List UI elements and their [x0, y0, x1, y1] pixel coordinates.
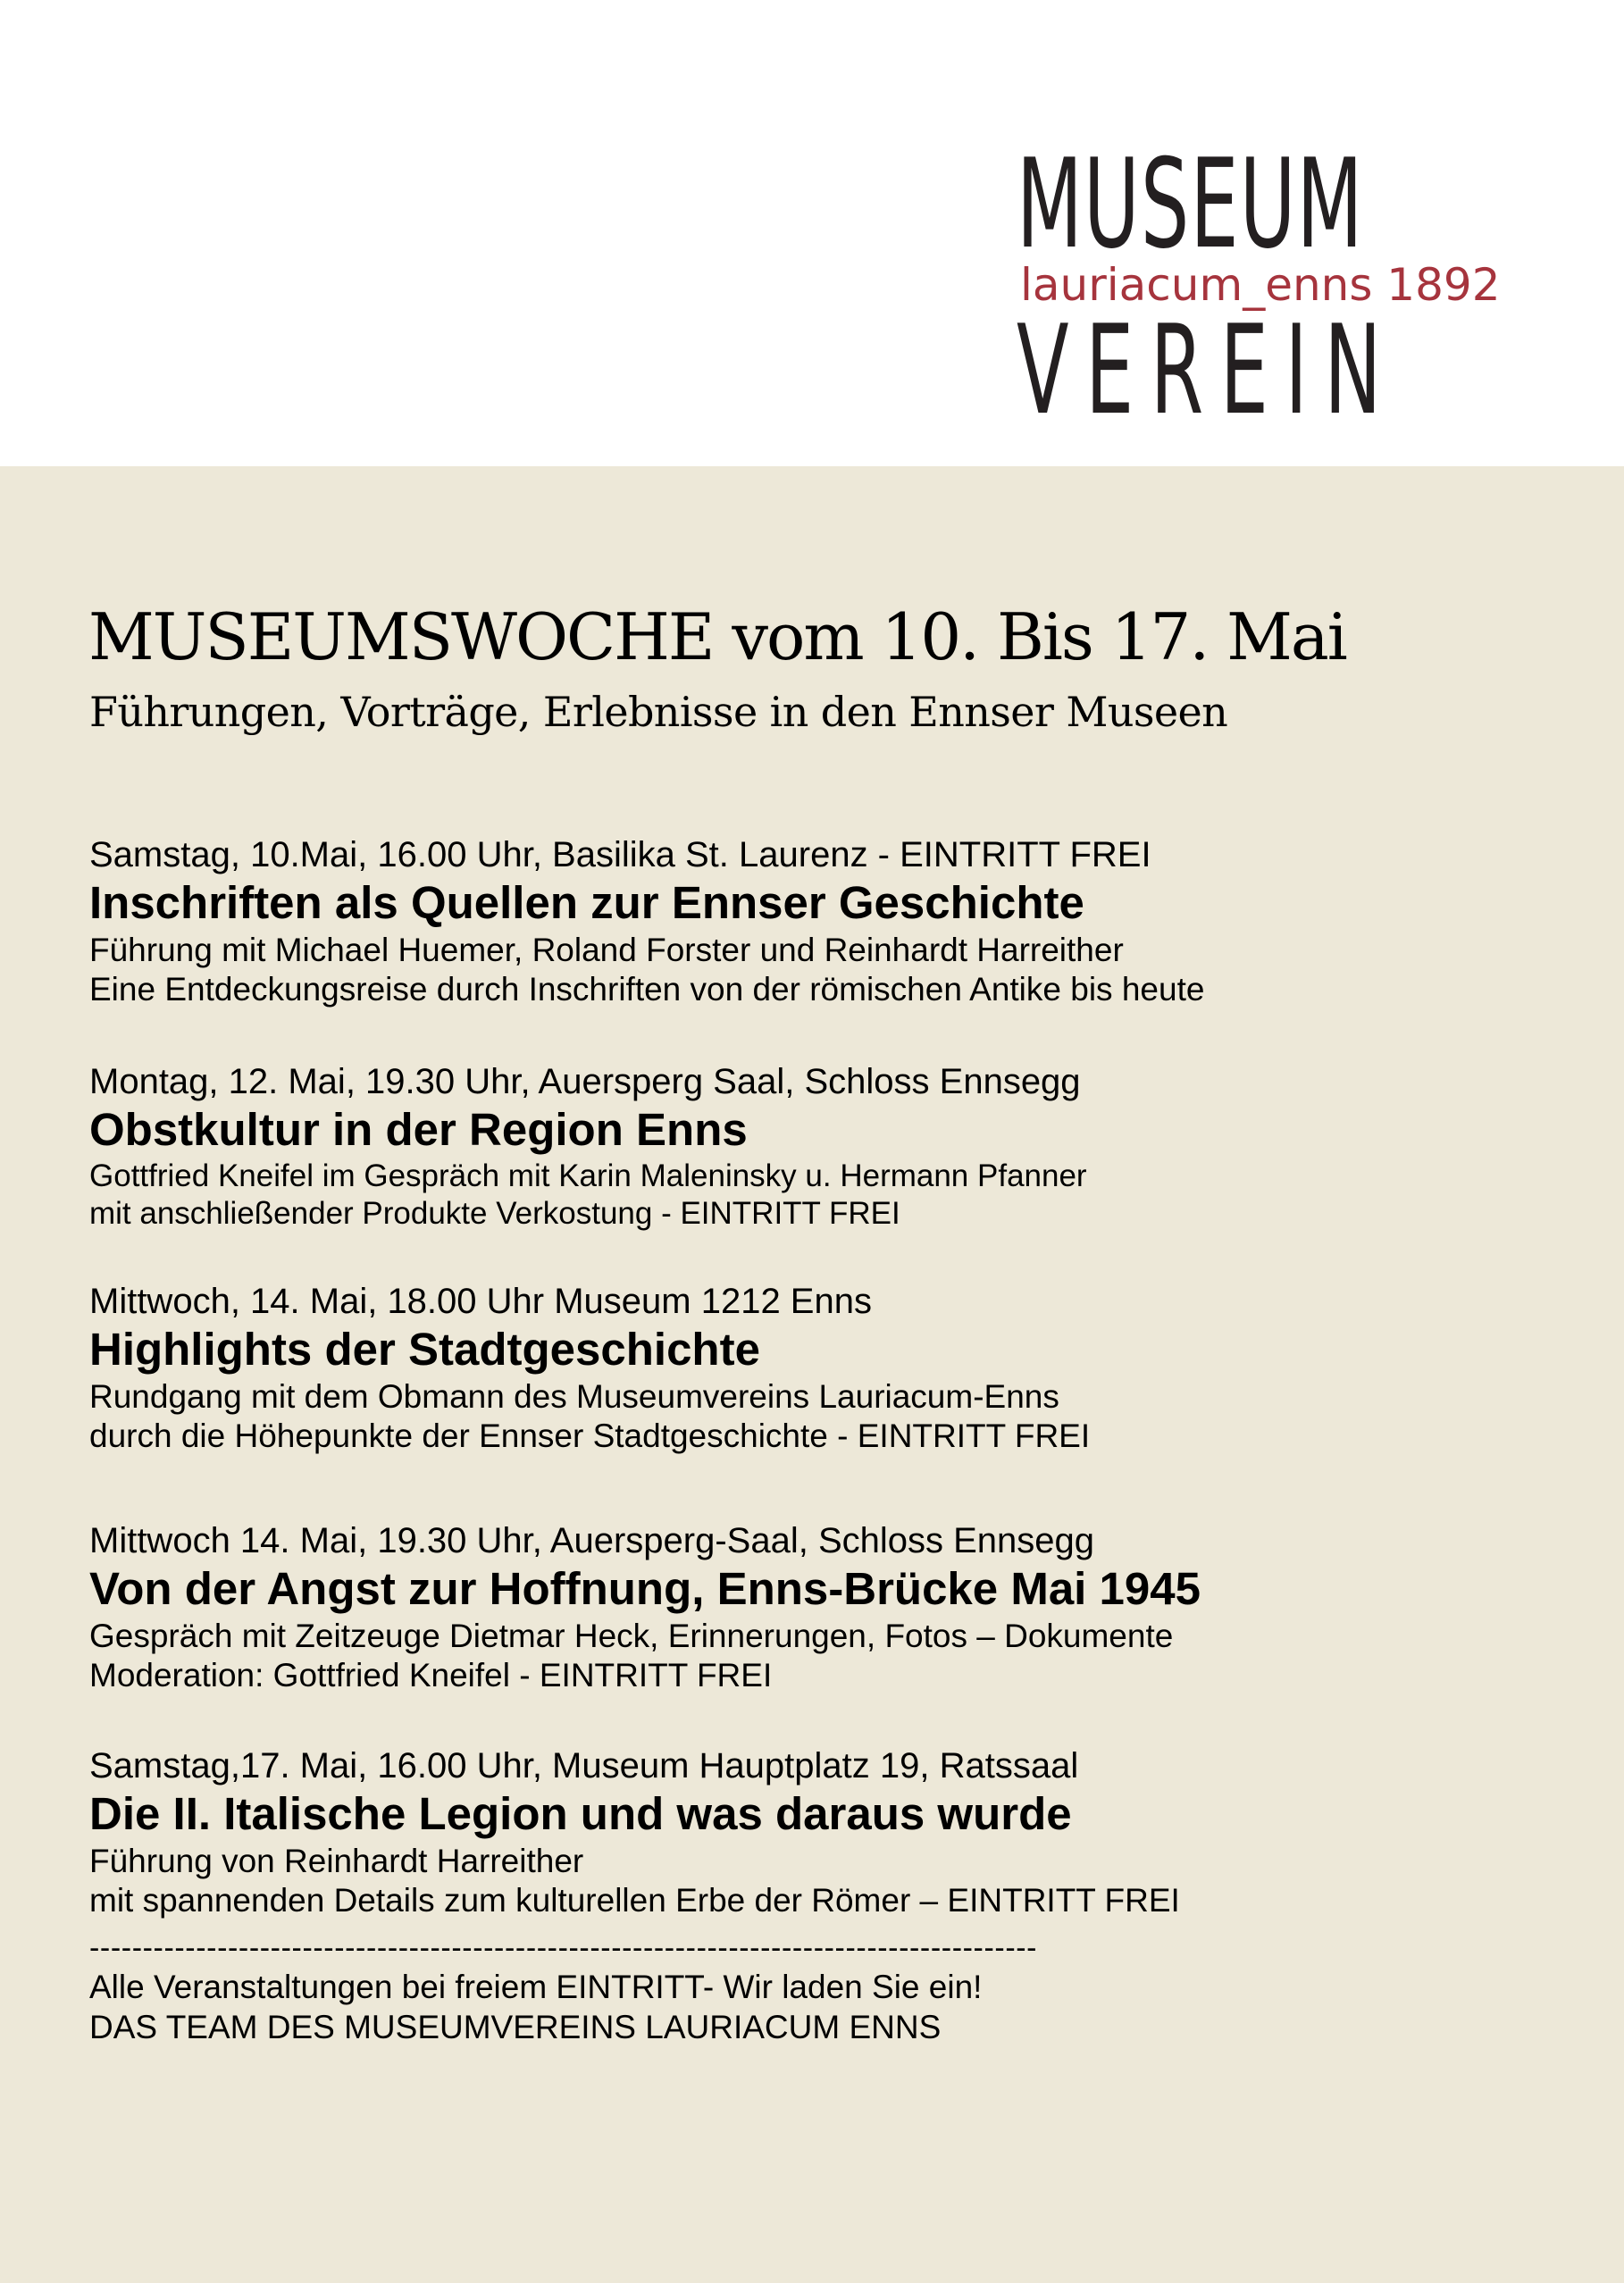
footer-signature: DAS TEAM DES MUSEUMVEREINS LAURIACUM ENNS — [89, 2009, 942, 2045]
event-item — [89, 834, 1204, 1009]
event-description: durch die Höhepunkte der Ennser Stadtgeschichte - EINTRITT FREI — [89, 1417, 1091, 1454]
event-date: Mittwoch 14. Mai, 19.30 Uhr, Auersperg-Saal, Schloss Ennsegg — [89, 1521, 1095, 1560]
header — [0, 0, 1624, 466]
event-date: Montag, 12. Mai, 19.30 Uhr, Auersperg Saal, Schloss Ennsegg — [89, 1062, 1081, 1101]
event-item — [89, 1745, 1180, 1920]
event-date: Samstag, 10.Mai, 16.00 Uhr, Basilika St. Laurenz - EINTRITT FREI — [89, 835, 1151, 874]
event-item — [89, 1281, 1090, 1456]
logo-lauriacum-text: lauriacum_enns 1892 — [1020, 259, 1501, 311]
event-title: Die II. Italische Legion und was daraus wurde — [89, 1788, 1072, 1839]
event-title: Inschriften als Quellen zur Ennser Geschichte — [89, 877, 1084, 928]
logo-museum-text: MUSEUM — [1017, 132, 1364, 276]
content-panel — [0, 466, 1624, 2283]
dashed-divider: ----------------------------------------------------------------------------------------- — [89, 1931, 1038, 1965]
event-description: Moderation: Gottfried Kneifel - EINTRITT FREI — [89, 1657, 773, 1693]
event-description: Rundgang mit dem Obmann des Museumvereins Lauriacum-Enns — [89, 1378, 1059, 1415]
event-item — [89, 1520, 1201, 1695]
page-title: MUSEUMSWOCHE vom 10. Bis 17. Mai — [88, 599, 1346, 674]
event-title: Obstkultur in der Region Enns — [89, 1104, 748, 1155]
footer — [89, 1929, 1037, 2047]
event-description: mit anschließender Produkte Verkostung - EINTRITT FREI — [89, 1196, 900, 1231]
event-date: Samstag,17. Mai, 16.00 Uhr, Museum Hauptplatz 19, Ratssaal — [89, 1746, 1079, 1785]
logo-verein-text: VEREIN — [1017, 298, 1398, 442]
event-description: Gespräch mit Zeitzeuge Dietmar Heck, Erinnerungen, Fotos – Dokumente — [89, 1618, 1174, 1654]
event-description: Führung mit Michael Huemer, Roland Forster und Reinhardt Harreither — [89, 932, 1124, 968]
event-description: Gottfried Kneifel im Gespräch mit Karin Maleninsky u. Hermann Pfanner — [89, 1158, 1087, 1193]
event-description: mit spannenden Details zum kulturellen Erbe der Römer – EINTRITT FREI — [89, 1882, 1180, 1919]
event-title: Highlights der Stadtgeschichte — [89, 1324, 760, 1375]
museum-verein-logo — [1017, 132, 1501, 442]
event-item — [89, 1061, 1087, 1233]
footer-invitation: Alle Veranstaltungen bei freiem EINTRITT- Wir laden Sie ein! — [89, 1969, 983, 2005]
page-subtitle: Führungen, Vorträge, Erlebnisse in den Ennser Museen — [89, 688, 1228, 736]
event-date: Mittwoch, 14. Mai, 18.00 Uhr Museum 1212 Enns — [89, 1282, 872, 1321]
event-title: Von der Angst zur Hoffnung, Enns-Brücke Mai 1945 — [89, 1563, 1201, 1614]
event-description: Führung von Reinhardt Harreither — [89, 1843, 584, 1879]
event-description: Eine Entdeckungsreise durch Inschriften von der römischen Antike bis heute — [89, 971, 1205, 1008]
